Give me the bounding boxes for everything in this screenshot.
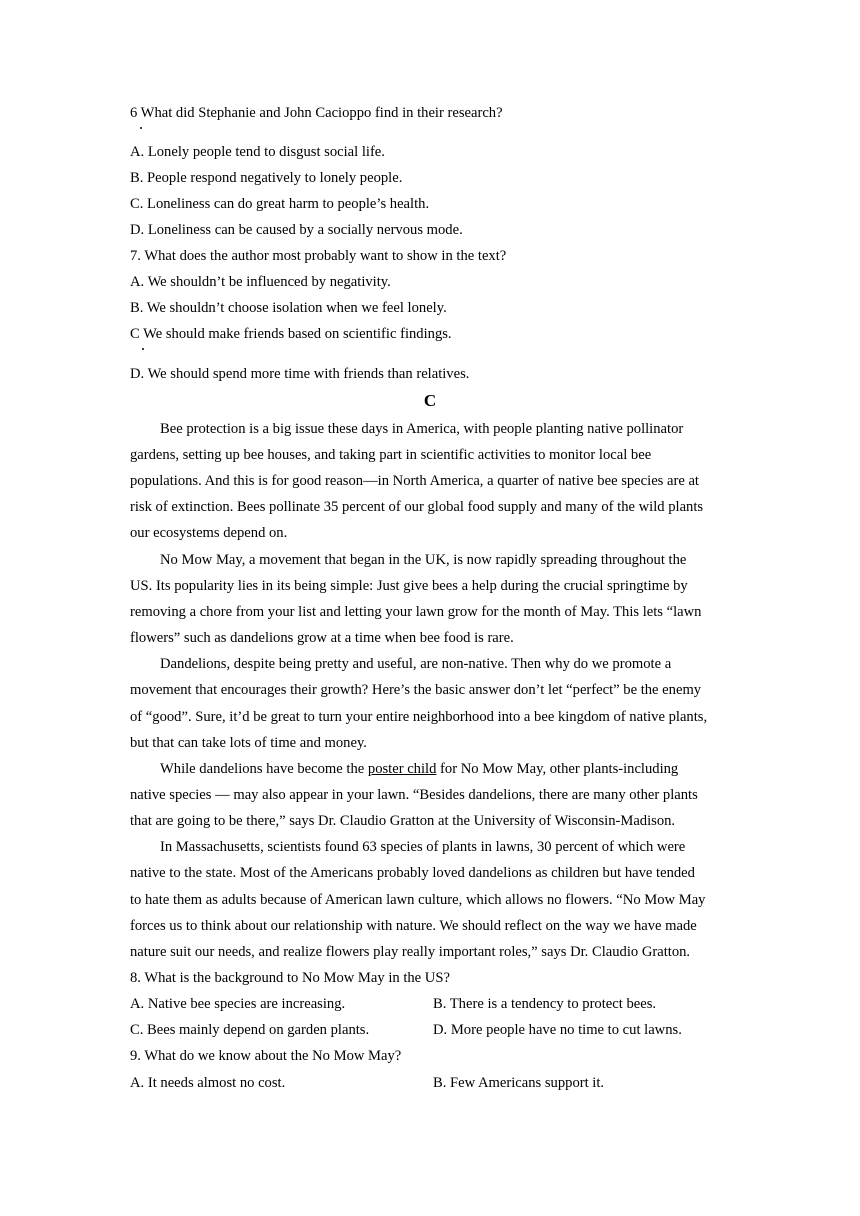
stray-dot-mark bbox=[140, 127, 142, 129]
paragraph-1-line: populations. And this is for good reason—in North America, a quarter of native bee species are at bbox=[130, 473, 699, 489]
underlined-phrase: poster child bbox=[367, 761, 437, 777]
question-6-option-a: A. Lonely people tend to disgust social life. bbox=[130, 144, 385, 160]
paragraph-2-line: removing a chore from your list and letting your lawn grow for the month of May. This lets “lawn bbox=[130, 604, 702, 620]
question-6-option-d: D. Loneliness can be caused by a socially nervous mode. bbox=[130, 222, 463, 238]
question-7-option-a: A. We shouldn’t be influenced by negativity. bbox=[130, 274, 391, 290]
paragraph-3-line: but that can take lots of time and money. bbox=[130, 735, 367, 751]
question-9-option-b: B. Few Americans support it. bbox=[433, 1075, 605, 1091]
paragraph-3-line: of “good”. Sure, it’d be great to turn your entire neighborhood into a bee kingdom of native plants, bbox=[130, 709, 708, 725]
question-8-option-a: A. Native bee species are increasing. bbox=[130, 996, 346, 1012]
paragraph-3-line: movement that encourages their growth? Here’s the basic answer don’t let “perfect” be the enemy bbox=[130, 682, 702, 698]
question-7-option-b: B. We shouldn’t choose isolation when we feel lonely. bbox=[130, 300, 447, 316]
section-heading: C bbox=[423, 391, 437, 410]
paragraph-1-line: risk of extinction. Bees pollinate 35 percent of our global food supply and many of the wild plants bbox=[130, 499, 704, 515]
paragraph-1-line: gardens, setting up bee houses, and taking part in scientific activities to monitor local bee bbox=[130, 447, 652, 463]
text-run: While dandelions have become the bbox=[160, 761, 368, 777]
question-9-stem: 9. What do we know about the No Mow May? bbox=[130, 1048, 402, 1064]
question-6-option-c: C. Loneliness can do great harm to people’s health. bbox=[130, 196, 430, 212]
paragraph-5-line: to hate them as adults because of American lawn culture, which allows no flowers. “No Mow May bbox=[130, 892, 706, 908]
paragraph-4-first-line bbox=[160, 760, 678, 778]
question-8-option-c: C. Bees mainly depend on garden plants. bbox=[130, 1022, 370, 1038]
question-6-stem: 6 What did Stephanie and John Cacioppo find in their research? bbox=[130, 105, 503, 121]
paragraph-5-line: native to the state. Most of the Americans probably loved dandelions as children but have tended bbox=[130, 865, 695, 881]
paragraph-1-line: Bee protection is a big issue these days in America, with people planting native pollinator bbox=[160, 421, 684, 437]
paragraph-2-line: US. Its popularity lies in its being simple: Just give bees a help during the crucial springtime by bbox=[130, 578, 688, 594]
question-6-option-b: B. People respond negatively to lonely people. bbox=[130, 170, 403, 186]
paragraph-4-line: native species — may also appear in your lawn. “Besides dandelions, there are many other plants bbox=[130, 787, 698, 803]
paragraph-5-line: nature suit our needs, and realize flowers play really important roles,” says Dr. Claudio Gratton. bbox=[130, 944, 691, 960]
text-run: for No Mow May, other plants-including bbox=[436, 761, 679, 777]
question-8-stem: 8. What is the background to No Mow May in the US? bbox=[130, 970, 450, 986]
question-8-option-d: D. More people have no time to cut lawns. bbox=[433, 1022, 682, 1038]
question-8-option-b: B. There is a tendency to protect bees. bbox=[433, 996, 657, 1012]
paragraph-2-line: No Mow May, a movement that began in the UK, is now rapidly spreading throughout the bbox=[160, 552, 687, 568]
question-9-option-a: A. It needs almost no cost. bbox=[130, 1075, 286, 1091]
paragraph-2-line: flowers” such as dandelions grow at a time when bee food is rare. bbox=[130, 630, 514, 646]
question-7-stem: 7. What does the author most probably want to show in the text? bbox=[130, 248, 507, 264]
paragraph-5-line: In Massachusetts, scientists found 63 species of plants in lawns, 30 percent of which were bbox=[160, 839, 686, 855]
question-7-option-d: D. We should spend more time with friends than relatives. bbox=[130, 366, 470, 382]
paragraph-4-line: that are going to be there,” says Dr. Claudio Gratton at the University of Wisconsin-Madison. bbox=[130, 813, 676, 829]
question-7-option-c: C We should make friends based on scientific findings. bbox=[130, 326, 452, 342]
paragraph-3-line: Dandelions, despite being pretty and useful, are non-native. Then why do we promote a bbox=[160, 656, 672, 672]
stray-dot-mark bbox=[142, 348, 144, 350]
paragraph-5-line: forces us to think about our relationship with nature. We should reflect on the way we have made bbox=[130, 918, 697, 934]
paragraph-1-line: our ecosystems depend on. bbox=[130, 525, 288, 541]
